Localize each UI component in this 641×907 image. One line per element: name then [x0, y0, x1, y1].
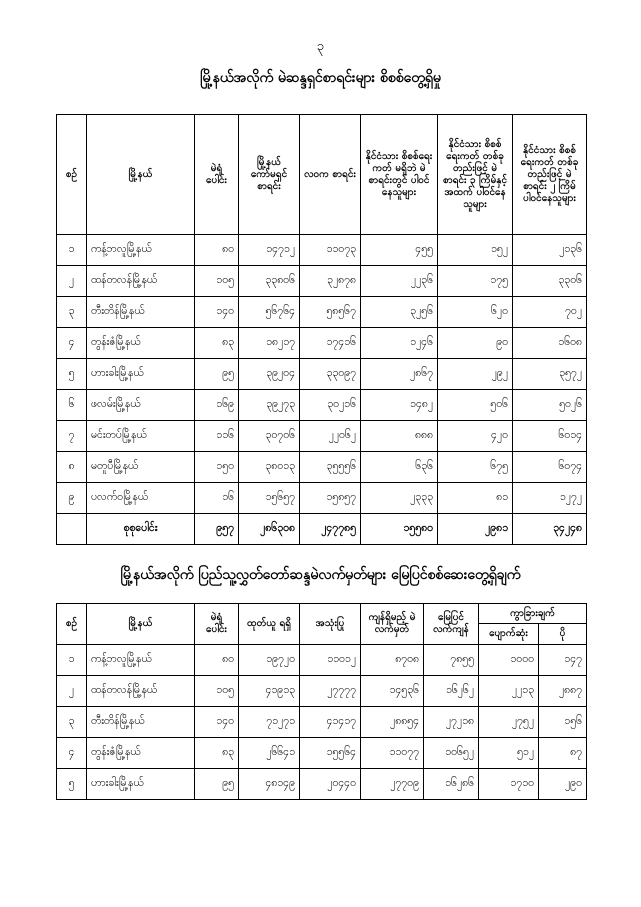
total-cell: ၂၄၇၇၈၅	[300, 514, 361, 545]
table-cell: ၁၁၆	[195, 421, 239, 452]
table-cell: ၂၈၈၇	[539, 676, 587, 707]
table-cell: ၁၇၄၁၆	[300, 328, 361, 359]
table-cell: ၄၈၁၄၉	[239, 769, 300, 800]
table-cell: ၂၉၀	[539, 769, 587, 800]
header-cell: မြို့နယ် ကော်မရှင် စာရင်း	[239, 115, 300, 235]
table-row	[57, 390, 587, 421]
table-cell: တီးတိန်မြို့နယ်	[87, 297, 195, 328]
table-cell: ၂၂၁၃	[479, 676, 539, 707]
table-cell: ၃	[57, 297, 87, 328]
table-cell: ၄	[57, 328, 87, 359]
table-cell: ၉၅	[195, 359, 239, 390]
table-cell: ၁၄၇၁၂	[239, 235, 300, 266]
table-cell: ၇၈၅၅	[424, 645, 479, 676]
total-cell: ၂၉၈၁	[438, 514, 513, 545]
table-cell: ၄၁၉၁၃	[239, 676, 300, 707]
header-cell: စဉ်	[57, 604, 87, 645]
table-cell: ၆၀၇၄	[513, 452, 587, 483]
subheader-cell: ပျောက်ဆုံး	[479, 624, 539, 645]
table1-title: မြို့နယ်အလိုက် မဲဆန္ဒရှင်စာရင်းများ စိစစ်တွေ့ရှိမှု	[200, 70, 441, 86]
table-cell: ၂၂၃၆	[361, 266, 438, 297]
table-cell: ၅၀၂၆	[513, 390, 587, 421]
table-cell: ၇	[57, 421, 87, 452]
table-cell: ၅၆၇၆၄	[239, 297, 300, 328]
table2-header-row	[57, 604, 587, 624]
table-cell: ၁၄၀	[195, 707, 239, 738]
table-cell: ကန့်ဘလူမြို့နယ်	[87, 235, 195, 266]
table-cell: ၂၇၇၀၉	[361, 769, 424, 800]
total-cell: ၃၄၂၄၈	[513, 514, 587, 545]
table-cell: ၄၂၀	[438, 421, 513, 452]
table-row	[57, 452, 587, 483]
table-cell: ၂၆၆၄၁	[239, 738, 300, 769]
header-cell: နိုင်ငံသား စိစစ်ရေးကတ် တစ်ခုတည်းဖြင့် မဲစာရင်း ၂ ကြိမ် ပါဝင်နေသူများ	[513, 115, 587, 235]
table-cell: တီးတိန်မြို့နယ်	[87, 707, 195, 738]
table-cell: ထန်တလန်မြို့နယ်	[87, 266, 195, 297]
ballot-check-table	[56, 603, 587, 800]
header-cell: နိုင်ငံသား စိစစ်ရေးကတ် မရှိဘဲ မဲစာရင်းတွင် ပါဝင်နေသူများ	[361, 115, 438, 235]
table-cell: ၉	[57, 483, 87, 514]
table1-header-row	[57, 115, 587, 235]
table-cell: ၃၉၂၀၄	[239, 359, 300, 390]
table-cell: ၁၅၈၅၇	[300, 483, 361, 514]
table-cell: ဟားခါးမြို့နယ်	[87, 359, 195, 390]
table-cell: ၈၇	[539, 738, 587, 769]
table-cell: ၈၈၈	[361, 421, 438, 452]
table-cell: ၃၃၈၀၆	[239, 266, 300, 297]
table-cell: ၁၇၁၀	[479, 769, 539, 800]
table-cell: ၁၁၀၇၃	[300, 235, 361, 266]
table-cell: ၁၆၉	[195, 390, 239, 421]
header-cell: မဲရုံ ပေါင်း	[195, 115, 239, 235]
table-cell: ၆၂၀	[438, 297, 513, 328]
table-row	[57, 645, 587, 676]
table-cell: တွန်းဇံမြို့နယ်	[87, 328, 195, 359]
table2-title: မြို့နယ်အလိုက် ပြည်သူ့လွှတ်တော်ဆန္ဒမဲလက်မှတ်များ မြေပြင်စစ်ဆေးတွေ့ရှိချက်	[120, 567, 521, 583]
table-cell: ၂၂၀၆၂	[300, 421, 361, 452]
header-cell: လဝက စာရင်း	[300, 115, 361, 235]
header-cell: မြို့နယ်	[87, 115, 195, 235]
table-cell: ၃၂၈၇၈	[300, 266, 361, 297]
subheader-cell: ပို	[539, 624, 587, 645]
table-cell: ၂၉၂	[438, 359, 513, 390]
table-cell: ၅	[57, 359, 87, 390]
voter-list-table	[56, 114, 587, 545]
table-cell: ၁၄၅၃၆	[361, 676, 424, 707]
table-cell: ၇၀၂	[513, 297, 587, 328]
table-row	[57, 359, 587, 390]
table-cell: ၃၅၅၅၆	[300, 452, 361, 483]
table-cell: ပလက်ဝမြို့နယ်	[87, 483, 195, 514]
table-cell: ၁၂၇၂	[513, 483, 587, 514]
page-number: ၃	[316, 39, 325, 54]
table-cell: ၂၈၆၇	[361, 359, 438, 390]
total-cell: ၂၈၆၃၀၈	[239, 514, 300, 545]
table-cell: ၁၈၂၁၇	[239, 328, 300, 359]
table-cell: ၄၁၄၁၇	[300, 707, 361, 738]
table-cell: ၅၁၂	[479, 738, 539, 769]
table-cell: ၁၄၇	[539, 645, 587, 676]
table-cell: ဖလမ်းမြို့နယ်	[87, 390, 195, 421]
table-cell: ၁၅၆၅၇	[239, 483, 300, 514]
total-cell: ၉၅၇	[195, 514, 239, 545]
header-cell: မြေပြင် လက်ကျန်	[424, 604, 479, 645]
total-cell: ၁၅၅၈၀	[361, 514, 438, 545]
table-cell: ၄၅၅	[361, 235, 438, 266]
table-cell: ၈	[57, 452, 87, 483]
table-cell: ၈၁	[438, 483, 513, 514]
table-cell: ၈၃	[195, 328, 239, 359]
table-cell: ၁	[57, 645, 87, 676]
table-row	[57, 235, 587, 266]
header-cell: စဉ်	[57, 115, 87, 235]
table-cell: ၂၇၇၇၇	[300, 676, 361, 707]
table-cell: ၈၀	[195, 645, 239, 676]
table-cell: ၁၆၂၆၂	[424, 676, 479, 707]
table-cell: ၅	[57, 769, 87, 800]
table-cell: တွန်းဇံမြို့နယ်	[87, 738, 195, 769]
header-cell: မြို့နယ်	[87, 604, 195, 645]
table-cell: ၆	[57, 390, 87, 421]
table-cell: ၂၁၃၆	[513, 235, 587, 266]
table-cell: ၃၃၀၆	[513, 266, 587, 297]
table-cell: ၆၃၆	[361, 452, 438, 483]
table-cell: ၁၉၇၂၀	[239, 645, 300, 676]
table-cell: ၈၃	[195, 738, 239, 769]
table-row	[57, 297, 587, 328]
table-cell: ၁၀၅	[195, 676, 239, 707]
table-cell: ၁၅၂	[438, 235, 513, 266]
table-cell: ထန်တလန်မြို့နယ်	[87, 676, 195, 707]
table-cell: ၃၅၇၂	[513, 359, 587, 390]
table-cell: ၁၄၀	[195, 297, 239, 328]
table-cell: ၂	[57, 676, 87, 707]
table-row	[57, 676, 587, 707]
table-cell: ၅၀၆	[438, 390, 513, 421]
table-cell: ၃	[57, 707, 87, 738]
table-cell: ၁၂၄၆	[361, 328, 438, 359]
table-cell: မတူပီမြို့နယ်	[87, 452, 195, 483]
table-row	[57, 483, 587, 514]
table-cell: ၉၅	[195, 769, 239, 800]
table-cell: ၆၀၁၄	[513, 421, 587, 452]
table-cell: ၃၀၂၁၆	[300, 390, 361, 421]
table-cell: ၁၀၅	[195, 266, 239, 297]
table-cell: ၂	[57, 266, 87, 297]
table-cell: ၁၅၆	[539, 707, 587, 738]
table-cell: ၁	[57, 235, 87, 266]
table-cell: ဟားခါးမြို့နယ်	[87, 769, 195, 800]
table-cell: ၈၀	[195, 235, 239, 266]
table-cell: ၇၁၂၇၁	[239, 707, 300, 738]
total-row	[57, 514, 587, 545]
table-row	[57, 328, 587, 359]
table-cell: ၃၈၀၁၃	[239, 452, 300, 483]
table-cell: ၂၃၃၃	[361, 483, 438, 514]
table-row	[57, 266, 587, 297]
table-cell: ၄	[57, 738, 87, 769]
table-cell: ၂၇၅၂	[479, 707, 539, 738]
table-cell: ၅၈၅၆၇	[300, 297, 361, 328]
table-cell: ကန့်ဘလူမြို့နယ်	[87, 645, 195, 676]
table-cell: ၁၁၀၁၂	[300, 645, 361, 676]
header-cell: ထုတ်ယူ ရရှိ	[239, 604, 300, 645]
table-cell: ၁၇၅	[438, 266, 513, 297]
table-cell: ၂၈၈၅၄	[361, 707, 424, 738]
table-cell: ၃၉၂၇၃	[239, 390, 300, 421]
table-cell: ၁၀၆၅၂	[424, 738, 479, 769]
header-cell: ကျန်ရှိမည့် မဲလက်မှတ်	[361, 604, 424, 645]
table-row	[57, 707, 587, 738]
header-cell: နိုင်ငံသား စိစစ်ရေးကတ် တစ်ခုတည်းဖြင့် မဲစာရင်း ၃ ကြိမ်နှင့်အထက် ပါဝင်နေသူများ	[438, 115, 513, 235]
table-cell: ၃၀၇၀၆	[239, 421, 300, 452]
table-cell: ၁၀၀၀	[479, 645, 539, 676]
header-cell: အသုံးပြု	[300, 604, 361, 645]
table-cell: ၈၇၀၈	[361, 645, 424, 676]
total-label: စုစုပေါင်း	[87, 514, 195, 545]
table-cell: ၉၀	[438, 328, 513, 359]
table-cell: ၁၁၀၇၇	[361, 738, 424, 769]
table-cell: ၂၀၄၄၀	[300, 769, 361, 800]
table-cell: ၃၃၀၉၇	[300, 359, 361, 390]
header-cell: မဲရုံ ပေါင်း	[195, 604, 239, 645]
table-cell: ၆၇၅	[438, 452, 513, 483]
table-cell: ၃၂၅၆	[361, 297, 438, 328]
table-cell: ၂၇၂၁၈	[424, 707, 479, 738]
table-row	[57, 769, 587, 800]
table-cell: မင်းတပ်မြို့နယ်	[87, 421, 195, 452]
table-row	[57, 421, 587, 452]
table-cell: ၁၅၀	[195, 452, 239, 483]
table-cell: ၁၆၀၈	[513, 328, 587, 359]
table-cell	[57, 514, 87, 545]
header-cell: ကွာခြားချက်	[479, 604, 587, 624]
table-cell: ၁၆၂၈၆	[424, 769, 479, 800]
table-row	[57, 738, 587, 769]
table-cell: ၁၄၈၂	[361, 390, 438, 421]
table-cell: ၁၅၅၆၄	[300, 738, 361, 769]
table-cell: ၁၆	[195, 483, 239, 514]
